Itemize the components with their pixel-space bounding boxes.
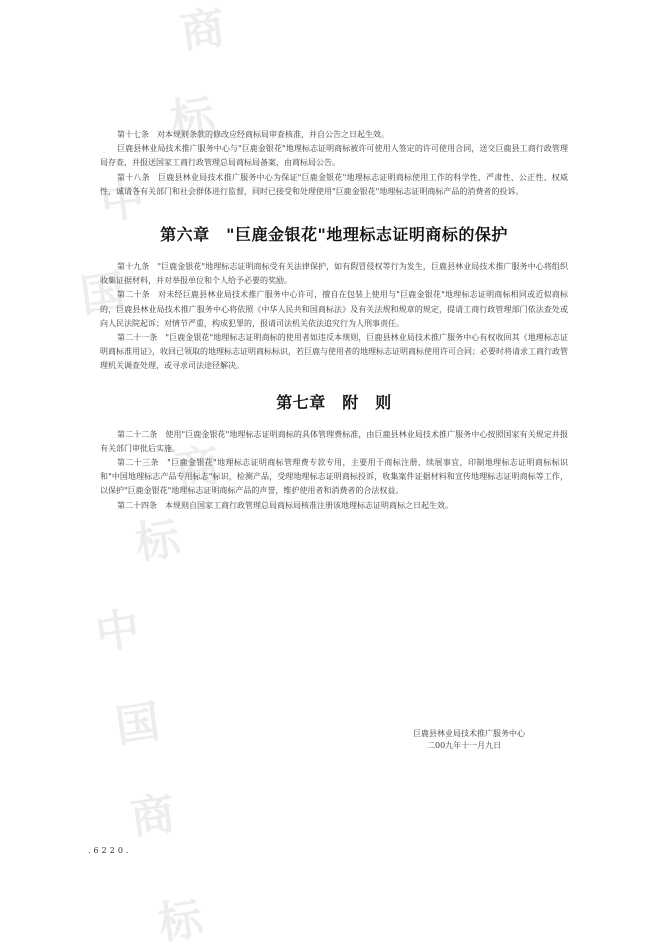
paragraph: 第十七条 对本规则条款的修改应经商标局审查核准，并自公告之日起生效。 [117,130,389,139]
paragraph: 第二十三条 "巨鹿金银花"地理标志证明商标管理费专款专用，主要用于商标注册、续展事宜，印制地理标志证明商标标识和"中国地理标志产品专用标志"标识，检测产品，受理地理标志证明商标投诉，收集案件证据材料和宣传地理标志证明商标等工作，以保护"巨鹿金银花"地理标志证明商标产品的声誉，维护使用者和消费者的合法权益。 [100,458,568,496]
watermark-glyph: 中 [92,603,143,660]
paragraph: 第十九条 "巨鹿金银花"地理标志证明商标受有关法律保护，如有假冒侵权等行为发生，巨鹿县林业局技术推广服务中心将组织收集证据材料，并对举报单位和个人给予必要的奖励。 [100,262,568,286]
chapter-title: 第六章 "巨鹿金银花"地理标志证明商标的保护 [160,225,508,245]
watermark-glyph: 标 [155,893,206,950]
watermark-glyph: 国 [77,266,128,323]
signature-block [413,728,593,752]
paragraph: 巨鹿县林业局技术推广服务中心与"巨鹿金银花"地理标志证明商标被许可使用人签定的许可使用合同，送交巨鹿县工商行政管理局存查，并报送国家工商行政管理总局商标局备案，由商标局公告。 [100,144,568,168]
chapter-title: 第七章 附 则 [276,392,392,412]
paragraph: 第二十条 对未经巨鹿县林业局技术推广服务中心许可，擅自在包装上使用与"巨鹿金银花"地理标志证明商标相同或近似商标的，巨鹿县林业局技术推广服务中心将依照《中华人民共和国商标法》及有关法规和规章的规定，提请工商行政管理部门依法查处或向人民法院起诉；对情节严重，构成犯罪的，报请司法机关依法追究行为人刑事责任。 [100,290,568,328]
watermark-glyph: 商 [172,440,223,497]
watermark-glyph: 标 [132,513,183,570]
document-body [100,128,568,513]
paragraph: 第二十一条 "巨鹿金银花"地理标志证明商标的使用者如违反本规则，巨鹿县林业局技术推广服务中心有权收回其《地理标志证明商标准用证》，收回已领取的地理标志证明商标标识，若巨鹿与使用者的地理标志证明商标使用许可合同；必要时将请求工商行政管理机关调查处理，或寻求司法途径解决。 [100,333,568,371]
paragraph: 第二十二条 使用"巨鹿金银花"地理标志证明商标的具体管理费标准，由巨鹿县林业局技术推广服务中心按照国家有关规定并报有关部门审批后实施。 [100,429,568,453]
watermark-glyph: 国 [112,696,163,753]
paragraph: 第二十四条 本规则自国家工商行政管理总局商标局核准注册该地理标志证明商标之日起生效。 [117,500,453,510]
watermark-glyph: 商 [177,2,228,59]
watermark-glyph: 中 [97,173,148,230]
signature-org: 巨鹿县林业局技术推广服务中心 [413,729,525,738]
page-number: .6220. [88,846,132,855]
signature-date: 二00九年十一月九日 [427,741,502,750]
watermark-glyph: 标 [167,90,218,147]
watermark-glyph: 商 [127,788,178,845]
paragraph: 第十八条 巨鹿县林业局技术推广服务中心为保证"巨鹿金银花"地理标志证明商标使用工作的科学性、严肃性、公正性、权威性，诚请各有关部门和社会群体进行监督，同时已接受和处理使用"巨鹿金银花"地理标志证明商标产品的消费者的投诉。 [100,172,568,196]
